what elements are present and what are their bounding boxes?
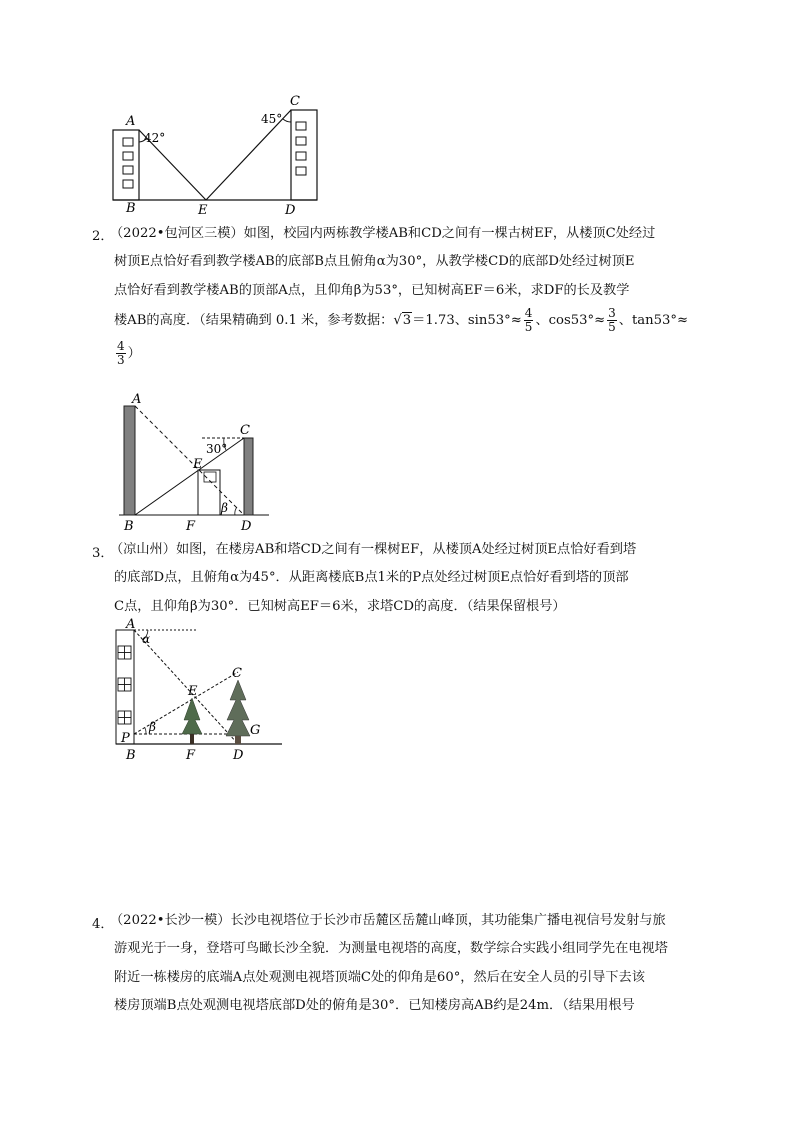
fraction-3-5	[607, 307, 617, 334]
q2-source: （2022•包河区三模）	[110, 226, 244, 241]
angle-arc-right	[283, 119, 291, 122]
label-B: B	[126, 201, 136, 216]
label-D: D	[285, 203, 296, 217]
q2-line4-c: 、cos53°≈	[535, 313, 606, 329]
angle-label-alpha: α	[142, 632, 151, 646]
fraction-4-3	[116, 340, 126, 367]
building-windows	[118, 646, 131, 724]
fraction-4-5-a	[524, 307, 534, 334]
q2-line5-end: ）	[127, 346, 141, 362]
angle-arc-beta	[235, 507, 237, 515]
q3-line2: 的底部D点，且俯角α为45°．从距离楼底B点1米的P点处经过树顶E点恰好看到塔的顶部	[114, 570, 629, 586]
label-E: E	[193, 457, 203, 472]
figure-1-diagram	[106, 92, 336, 217]
q2-line1: 如图，校园内两栋教学楼AB和CD之间有一棵古树EF，从楼顶C处经过	[243, 226, 656, 241]
q2-number: 2．	[92, 229, 114, 244]
q2-line3: 点恰好看到教学楼AB的顶部A点，且仰角β为53°，已知树高EF＝6米，求DF的长及教学	[114, 282, 630, 298]
tower-CD	[226, 680, 250, 744]
sqrt-symbol: √3	[393, 313, 412, 329]
label-F: F	[186, 748, 196, 761]
q4-line1: 长沙电视塔位于长沙市岳麓区岳麓山峰顶，其功能集广播电视信号发射与旅	[230, 913, 666, 928]
frac1-denominator: 5	[524, 320, 533, 335]
tree-box	[198, 470, 220, 515]
label-D: D	[233, 748, 244, 761]
q2-line4-a: 楼AB的高度．（结果精确到 0.1 米，参考数据：	[114, 313, 394, 329]
q4-text	[110, 907, 714, 1021]
q4-source: （2022•长沙一模）	[110, 913, 231, 928]
q2-line2: 树顶E点恰好看到教学楼AB的底部B点且俯角α为30°，从教学楼CD的底部D处经过树顶E	[114, 254, 635, 270]
frac2-denominator: 5	[608, 320, 616, 335]
label-B: B	[126, 748, 136, 761]
label-C: C	[240, 423, 250, 438]
left-building	[113, 130, 139, 200]
tree-EF	[182, 698, 202, 744]
q3-line1: 如图，在楼房AB和塔CD之间有一棵树EF，从楼顶A处经过树顶E点恰好看到塔	[175, 542, 637, 557]
q3-source: （凉山州）	[110, 542, 176, 557]
right-building-windows	[296, 122, 306, 175]
label-A: A	[126, 617, 136, 632]
frac1-numerator: 4	[524, 306, 533, 321]
q2-text	[110, 220, 714, 371]
angle-label-alpha: 30°	[206, 442, 228, 456]
right-building	[291, 110, 317, 200]
angle-label-beta: β	[221, 501, 228, 515]
q2-line4-d: 、tan53°≈	[618, 313, 689, 329]
angle-label-left: 42°	[144, 131, 166, 145]
angle-arc-beta	[145, 728, 146, 734]
figure-2-diagram	[114, 388, 274, 533]
figure-3-diagram	[112, 616, 287, 761]
q3-line3: C点，且仰角β为30°．已知树高EF＝6米，求塔CD的高度．（结果保留根号）	[114, 598, 566, 614]
sqrt-radicand: 3	[402, 313, 412, 329]
q4-line3: 附近一栋楼房的底端A点处观测电视塔顶端C处的仰角是60°，然后在安全人员的引导下去该	[114, 969, 645, 985]
angle-label-beta: β	[149, 720, 156, 734]
frac3-denominator: 3	[117, 353, 125, 368]
label-A: A	[126, 114, 136, 129]
label-E: E	[188, 684, 198, 699]
frac3-numerator: 4	[117, 339, 125, 354]
label-D: D	[241, 519, 252, 533]
q2-line4-b: ＝1.73、sin53°≈	[412, 313, 522, 329]
q3-number: 3．	[92, 546, 114, 561]
label-A: A	[132, 392, 142, 407]
q3-text	[110, 536, 714, 621]
label-B: B	[124, 519, 134, 533]
building-AB	[124, 406, 135, 515]
label-C: C	[290, 94, 300, 109]
label-F: F	[186, 519, 196, 533]
q4-number: 4．	[92, 917, 114, 932]
frac2-numerator: 3	[608, 306, 616, 321]
label-C: C	[232, 666, 242, 681]
angle-label-right: 45°	[261, 112, 283, 126]
sight-line-AD	[135, 406, 244, 515]
q4-line4: 楼房顶端B点处观测电视塔底部D处的俯角是30°．已知楼房高AB约是24m．（结果用根号	[114, 998, 635, 1014]
building-CD	[244, 438, 253, 515]
label-G: G	[250, 723, 261, 738]
q4-line2: 游观光于一身，登塔可鸟瞰长沙全貌．为测量电视塔的高度，数学综合实践小组同学先在电视塔	[114, 941, 668, 957]
left-building-windows	[123, 138, 133, 188]
label-P: P	[121, 731, 130, 746]
label-E: E	[198, 203, 208, 217]
